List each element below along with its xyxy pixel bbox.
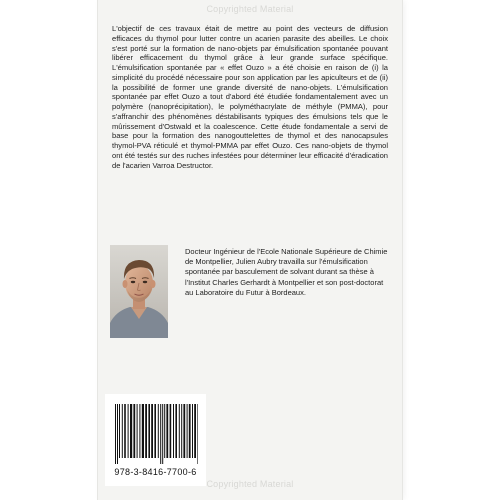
author-bio: Docteur Ingénieur de l'Ecole Nationale Supérieure de Chimie de Montpellier, Julien Aubry travailla sur l'émulsification spontanée par basculement de solvant durant sa thèse à l'Institut Charles Gerhardt à Montpellier et son post-doctorat au Laboratoire du Futur à Bordeaux. <box>185 247 388 297</box>
barcode-bar <box>178 404 179 458</box>
barcode-bar <box>145 404 147 458</box>
barcode-bar <box>148 404 150 458</box>
barcode-bar <box>139 404 140 458</box>
barcode-bar <box>124 404 126 458</box>
barcode-bar <box>154 404 156 458</box>
barcode-bar <box>173 404 174 458</box>
barcode-bar <box>162 404 163 464</box>
isbn-number: 978-3-8416-7700-6 <box>114 467 197 477</box>
barcode-bar <box>181 404 182 458</box>
barcode-bar <box>117 404 118 464</box>
barcode-bar <box>160 404 161 464</box>
book-back-cover <box>98 0 402 500</box>
barcode-bar <box>157 404 158 458</box>
barcode-bar <box>121 404 122 458</box>
barcode-bar <box>141 404 143 458</box>
barcode-bar <box>186 404 187 458</box>
isbn-barcode-icon <box>114 404 198 464</box>
barcode-bar <box>130 404 132 458</box>
watermark-bottom: Copyrighted Material <box>206 479 294 489</box>
barcode-bar <box>183 404 185 458</box>
barcode-area <box>105 394 206 486</box>
barcode-bar <box>197 404 198 464</box>
author-portrait-icon <box>110 245 168 338</box>
barcode-bar <box>194 404 196 458</box>
barcode-bar <box>188 404 190 458</box>
watermark-top: Copyrighted Material <box>206 4 294 14</box>
barcode-bar <box>127 404 128 458</box>
barcode-bar <box>166 404 168 458</box>
barcode-bar <box>164 404 165 458</box>
barcode-bar <box>151 404 153 458</box>
barcode-bar <box>192 404 193 458</box>
barcode-bar <box>169 404 171 458</box>
author-photo <box>110 245 168 338</box>
book-abstract: L'objectif de ces travaux était de mettre au point des vecteurs de diffusion efficaces du thymol pour lutter contre un acarien parasite des abeilles. Le choix s'est porté sur la formation de nano-objets par émulsification spontanée pouvant libérer efficacement du thymol grâce à leur grande surface spécifique. L'émulsification spontanée par « effet Ouzo » a été choisie en raison de (i) la simplicité du procédé nécessaire pour son application par les apiculteurs et de (ii) la possibilité de former une grande diversité de nano-objets. L'émulsification spontanée par effet Ouzo a tout d'abord été étudiée fondamentalement avec un polymère (nanoprécipitation), le polyméthacrylate de méthyle (PMMA), pour s'affranchir des phénomènes déstabilisants typiques des émulsions tels que le mûrissement d'Ostwald et la coalescence. Cette étude fondamentale a servi de base pour la formation des nanogouttelettes de thymol et des nanocapsules thymol-PVA réticulé et thymol-PMMA par effet Ouzo. Ces nano-objets de thymol ont été testés sur des ruches infestées pour déterminer leur efficacité d'éradication de l'acarien Varroa Destructor. <box>112 24 388 170</box>
barcode-bar <box>136 404 137 458</box>
barcode-bar <box>115 404 116 464</box>
barcode-bar <box>133 404 135 458</box>
barcode-bar <box>175 404 177 458</box>
barcode-bar <box>119 404 120 458</box>
